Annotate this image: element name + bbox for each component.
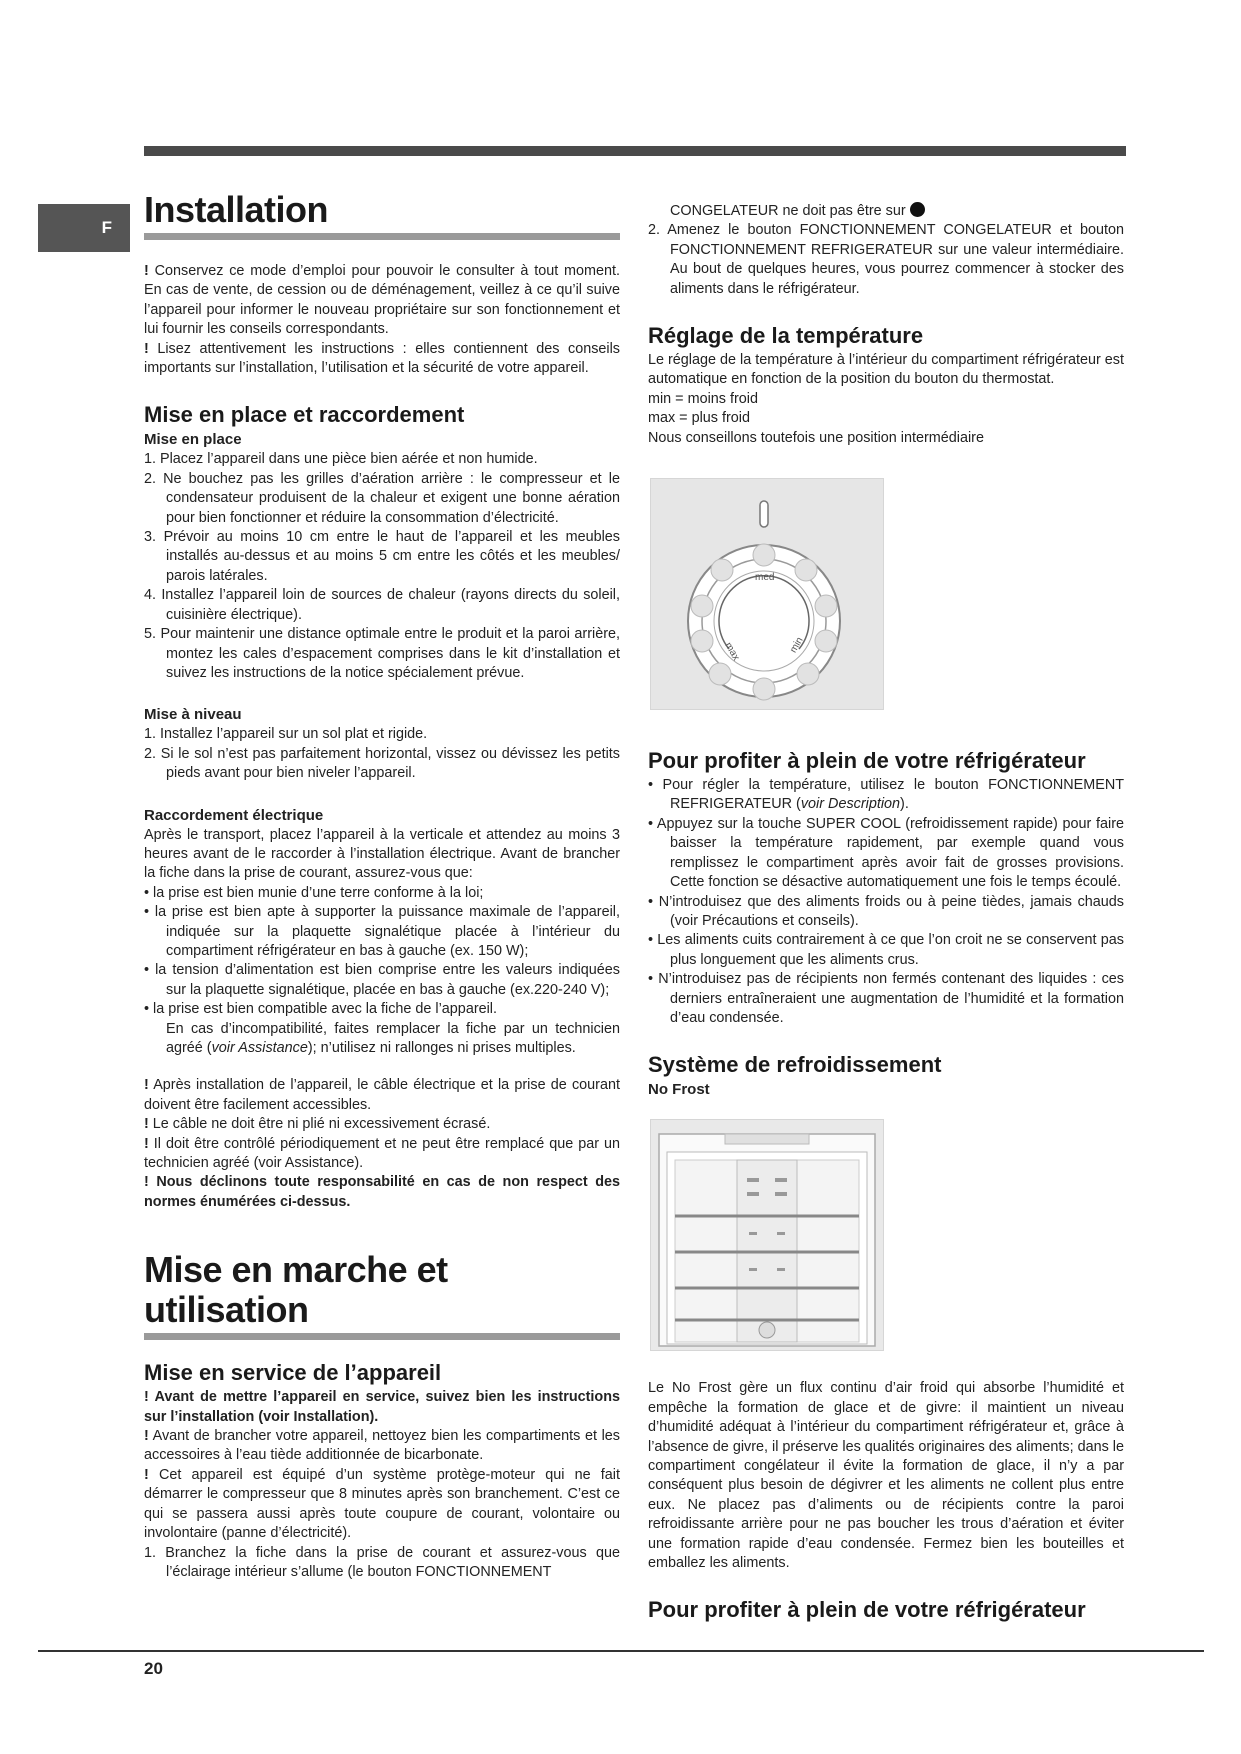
heading-temperature: Réglage de la température: [648, 323, 924, 349]
subheading-raccordement: Raccordement électrique: [144, 806, 324, 824]
fridge-interior-figure: [650, 1119, 884, 1351]
list-item: 2. Si le sol n’est pas parfaitement horizontal, vissez ou dévissez les petits pieds avant pour bien niveler l’appareil.: [144, 745, 620, 782]
heading-mise-en-service: Mise en service de l’appareil: [144, 1360, 442, 1386]
list-item: • la prise est bien compatible avec la fiche de l’appareil.: [144, 1001, 498, 1018]
electric-paragraph: Après le transport, placez l’appareil à la verticale et attendez au moins 3 heures avant de le raccorder à l’installation électrique. Avant de brancher la fiche dans la prise de courant, assurez-vous que:: [144, 826, 620, 882]
fridge-icon: [651, 1120, 883, 1350]
list-item: 2. Ne bouchez pas les grilles d’aération arrière : le compresseur et le condensateur produisent de la chaleur et exigent une bonne aération pour bien fonctionner et réduire la consommation d’électricité.: [144, 470, 620, 526]
enjoy-list: [648, 776, 1124, 1028]
disclaimer: ! Nous déclinons toute responsabilité en cas de non respect des normes énumérées ci-dessus.: [144, 1174, 620, 1210]
list-item: 3. Prévoir au moins 10 cm entre le haut de l’appareil et les meubles installés au-dessus et au moins 5 cm entre les côtés et les meubles/ parois latérales.: [144, 529, 620, 584]
service-steps-continued: [648, 221, 1124, 299]
temperature-paragraph: Le réglage de la température à l’intérieur du compartiment réfrigérateur est automatique en fonction de la position du bouton du thermostat.: [648, 352, 1124, 388]
temperature-line: max = plus froid: [648, 410, 750, 427]
temperature-line: min = moins froid: [648, 390, 758, 407]
section-title-installation: Installation: [144, 190, 620, 240]
service-note-1: ! Avant de brancher votre appareil, nettoyez bien les compartiments et les accessoires à l’eau tiède additionnée de bicarbonate.: [144, 1428, 620, 1464]
list-item: 1. Placez l’appareil dans une pièce bien aérée et non humide.: [144, 451, 538, 468]
page-number: 20: [144, 1659, 163, 1678]
subheading-mise-a-niveau: Mise à niveau: [144, 706, 242, 724]
list-item: • N’introduisez pas de récipients non fermés contenant des liquides : ces derniers entraîneraient une augmentation de l’humidité et la formation d’eau condensée.: [648, 971, 1124, 1026]
placement-list: [144, 450, 620, 683]
thermostat-dial-figure: [650, 478, 884, 710]
list-item: 1. Branchez la fiche dans la prise de courant et assurez-vous que l’éclairage intérieur s’allume (le bouton FONCTIONNEMENT: [144, 1544, 620, 1580]
right-column: [648, 202, 1124, 1625]
heading-placement: Mise en place et raccordement: [144, 402, 465, 428]
list-item: 4. Installez l’appareil loin de sources de chaleur (rayons directs du soleil, cuisinière électrique).: [144, 587, 620, 623]
subheading-mise-en-place: Mise en place: [144, 431, 242, 449]
list-item: • Appuyez sur la touche SUPER COOL (refroidissement rapide) pour faire baisser la température rapidement, par exemple quand vous remplissez le compartiment après avoir fait de grosses provisions. Cette fonction se désactive automatiquement une fois le temps écoulé.: [648, 815, 1124, 891]
no-frost-paragraph: Le No Frost gère un flux continu d’air froid qui absorbe l’humidité et empêche la formation de glace et de givre: il maintient un niveau d’humidité adéquat à l’intérieur du compartiment réfrigérateur et, grâce à l’absence de givre, il préserve les qualités originaires des aliments; dans le compartiment congélateur il évite la formation de glace, il n’y a par conséquent plus besoin de dégivrer et les aliments ne collent plus entre eux. Ne placez pas d’aliments ou de récipients contre la paroi refroidissante arrière pour ne pas boucher les trous d’aération et éviter une formation rapide d’eau condensée. Fermez bien les bouteilles et emballez les aliments.: [648, 1380, 1124, 1571]
list-item: • Pour régler la température, utilisez le bouton FONCTIONNEMENT REFRIGERATEUR (voir Description).: [648, 777, 1124, 813]
heading-systeme: Système de refroidissement: [648, 1052, 942, 1078]
heading-pour-profiter-2: Pour profiter à plein de votre réfrigérateur: [648, 1597, 1086, 1623]
level-list: [144, 725, 620, 783]
list-item: • la prise est bien munie d’une terre conforme à la loi;: [144, 884, 484, 901]
subheading-no-frost: No Frost: [648, 1081, 710, 1099]
list-item: 5. Pour maintenir une distance optimale entre le produit et la paroi arrière, montez les cales d’espacement comprises dans le kit d’installation et suivez les instructions de la notice spécialement prévue.: [144, 626, 620, 681]
service-bold-note: ! Avant de mettre l’appareil en service, suivez bien les instructions sur l’installation (voir Installation).: [144, 1389, 620, 1425]
left-column: [144, 190, 620, 1582]
heading-pour-profiter: Pour profiter à plein de votre réfrigérateur: [648, 748, 1086, 774]
warning-2: ! Le câble ne doit être ni plié ni excessivement écrasé.: [144, 1116, 491, 1133]
thermostat-dial-icon: [651, 479, 883, 709]
list-item: 2. Amenez le bouton FONCTIONNEMENT CONGELATEUR et bouton FONCTIONNEMENT REFRIGERATEUR sur une valeur intermédiaire. Au bout de quelques heures, vous pourrez commencer à stocker des aliments dans le réfrigérateur.: [648, 222, 1124, 297]
intro-note-2: ! Lisez attentivement les instructions : elles contiennent des conseils importants sur l’installation, l’utilisation et la sécurité de votre appareil.: [144, 340, 621, 377]
intro-note-1: ! Conservez ce mode d’emploi pour pouvoir le consulter à tout moment. En cas de vente, de cession ou de déménagement, veillez à ce qu’il suive l’appareil pour informer le nouveau propriétaire sur son fonctionnement et lui fournir les conseils correspondants.: [144, 263, 620, 338]
dial-label-max: max: [722, 640, 742, 663]
top-rule: [144, 146, 1126, 156]
temperature-line: Nous conseillons toutefois une position intermédiaire: [648, 429, 984, 446]
filled-circle-icon: [910, 202, 925, 217]
bottom-rule: [38, 1650, 1204, 1652]
warning-3: ! Il doit être contrôlé périodiquement et ne peut être remplacé que par un technicien agréé (voir Assistance).: [144, 1135, 620, 1172]
incompatibility-note: En cas d’incompatibilité, faites remplacer la fiche par un technicien agréé (voir Assistance); n’utilisez ni rallonges ni prises multiples.: [166, 1020, 620, 1056]
dial-label-med: med: [755, 572, 775, 584]
warning-1: ! Après installation de l’appareil, le câble électrique et la prise de courant doivent être facilement accessibles.: [144, 1077, 620, 1113]
service-note-2: ! Cet appareil est équipé d’un système protège-moteur qui ne fait démarrer le compresseur que 8 minutes après son branchement. C’est ce qui se passera aussi après toute coupure de courant, volontaire ou involontaire (panne d’électricité).: [144, 1466, 621, 1542]
list-item: • N’introduisez que des aliments froids ou à peine tièdes, jamais chauds (voir Précautions et conseils).: [648, 893, 1124, 929]
service-steps: [144, 1544, 620, 1583]
section-title-mise-en-marche: Mise en marche et utilisation: [144, 1250, 620, 1340]
list-item: 1. Installez l’appareil sur un sol plat et rigide.: [144, 726, 428, 743]
step1-continued: CONGELATEUR ne doit pas être sur: [648, 202, 1124, 221]
language-tab: F: [38, 204, 130, 252]
list-item: • la prise est bien apte à supporter la puissance maximale de l’appareil, indiquée sur la plaquette signalétique placée à l’intérieur du compartiment réfrigérateur en bas à gauche (ex. 150 W);: [144, 904, 620, 959]
electric-checklist: [144, 884, 620, 1020]
dial-label-min: min: [788, 635, 806, 655]
list-item: • Les aliments cuits contrairement à ce que l’on croit ne se conservent pas plus longuement que les aliments crus.: [648, 932, 1124, 968]
list-item: • la tension d’alimentation est bien comprise entre les valeurs indiquées sur la plaquette signalétique, placée en bas à gauche (ex.220-240 V);: [144, 962, 620, 998]
